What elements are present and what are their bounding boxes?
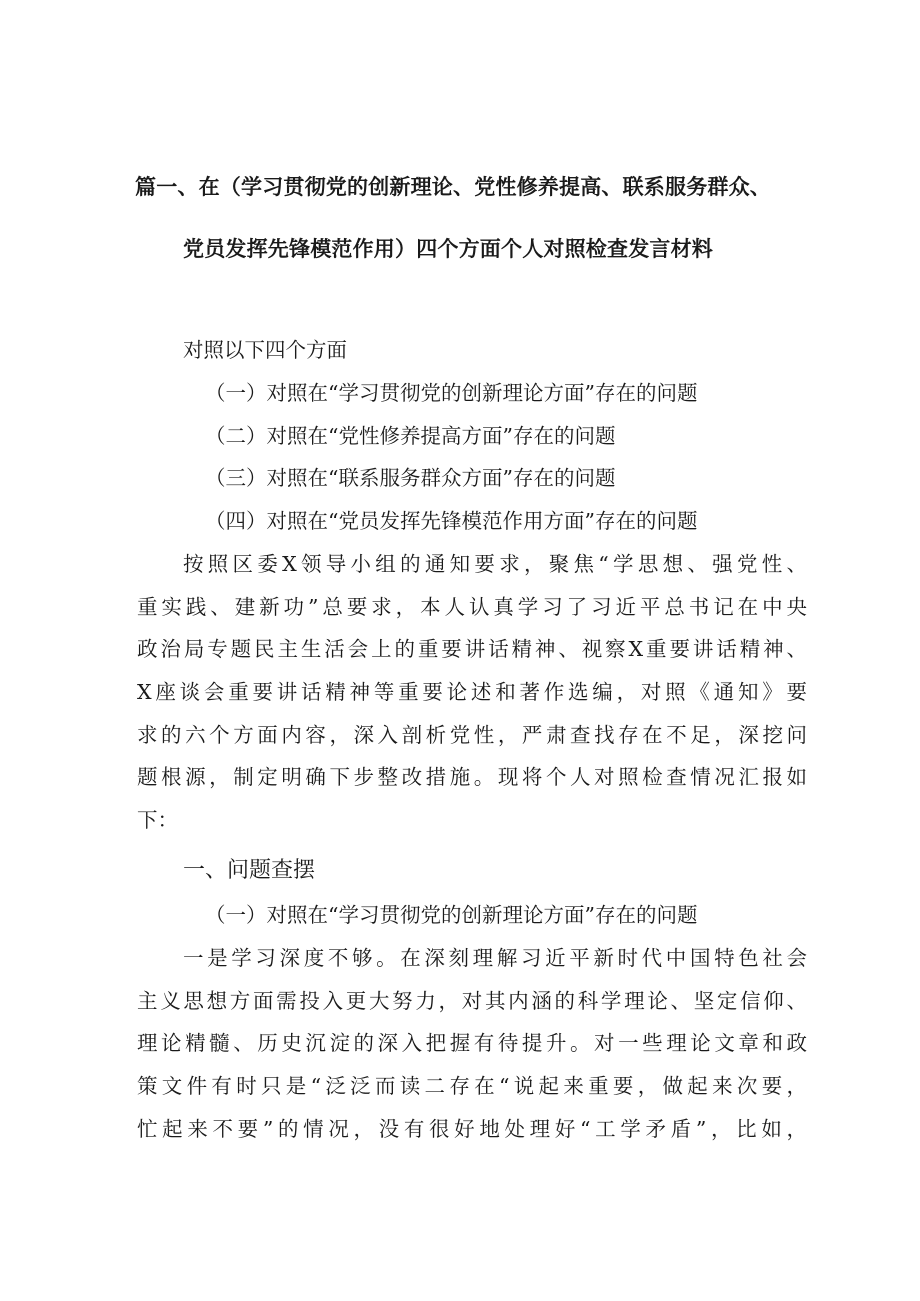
paragraph1-line-1: 按照区委X领导小组的通知要求，聚焦“学思想、强党性、 (183, 552, 807, 576)
intro-item-3: （三）对照在“联系服务群众方面”存在的问题 (205, 466, 616, 490)
section-line-3: 理论精髓、历史沉淀的深入把握有待提升。对一些理论文章和政 (137, 1031, 807, 1055)
paragraph1-line-3: 政治局专题民主生活会上的重要讲话精神、视察X重要讲话精神、 (137, 637, 807, 661)
paragraph1-line-7: 下： (137, 808, 178, 832)
intro-item-4: （四）对照在“党员发挥先锋模范作用方面”存在的问题 (205, 509, 698, 533)
paragraph1-line-6: 题根源，制定明确下步整改措施。现将个人对照检查情况汇报如 (137, 765, 807, 789)
document-title-line-2: 党员发挥先锋模范作用）四个方面个人对照检查发言材料 (183, 237, 713, 261)
document-title-line-1: 篇一、在（学习贯彻党的创新理论、党性修养提高、联系服务群众、 (135, 175, 771, 199)
intro-heading: 对照以下四个方面 (183, 338, 347, 362)
paragraph1-line-5: 求的六个方面内容，深入剖析党性，严肃查找存在不足，深挖问 (137, 723, 807, 747)
section-line-5: 忙起来不要”的情况，没有很好地处理好“工学矛盾”，比如， (137, 1117, 807, 1141)
section-line-1: 一是学习深度不够。在深刻理解习近平新时代中国特色社会 (183, 946, 807, 970)
intro-item-2: （二）对照在“党性修养提高方面”存在的问题 (205, 424, 616, 448)
section-line-4: 策文件有时只是“泛泛而读二存在“说起来重要，做起来次要， (137, 1074, 807, 1098)
paragraph1-line-4: X座谈会重要讲话精神等重要论述和著作选编，对照《通知》要 (137, 680, 807, 704)
paragraph1-line-2: 重实践、建新功”总要求，本人认真学习了习近平总书记在中央 (137, 595, 807, 619)
intro-item-1: （一）对照在“学习贯彻党的创新理论方面”存在的问题 (205, 381, 698, 405)
section-subheading: （一）对照在“学习贯彻党的创新理论方面”存在的问题 (205, 903, 698, 927)
section-line-2: 主义思想方面需投入更大努力，对其内涵的科学理论、坚定信仰、 (137, 989, 807, 1013)
section-heading: 一、问题查摆 (183, 858, 316, 883)
